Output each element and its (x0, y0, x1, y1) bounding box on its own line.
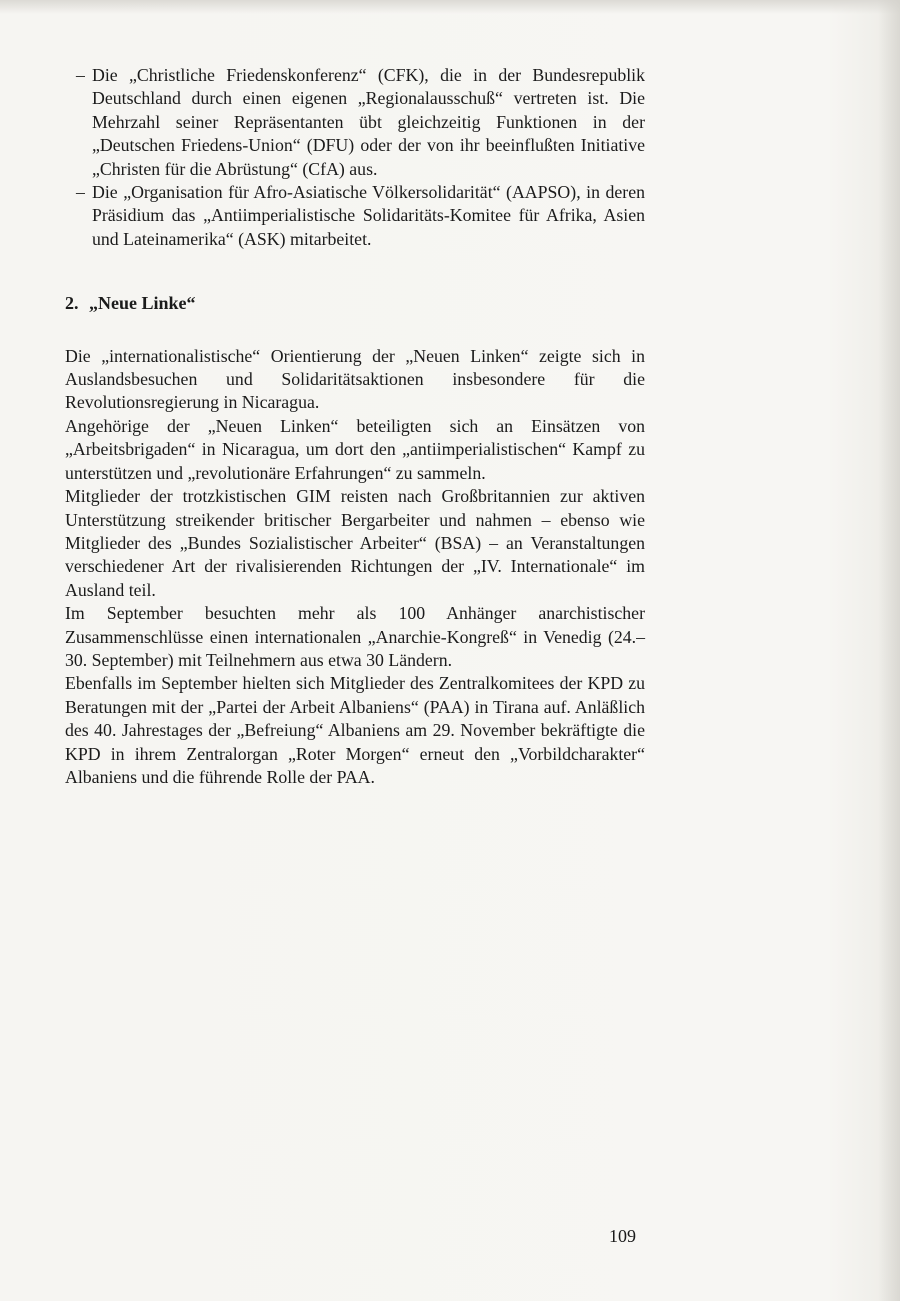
paragraph-gim: Mitglieder der trotzkistischen GIM reisten nach Großbritannien zur aktiven Unterstützung streikender britischer Bergarbeiter und nahmen – ebenso wie Mitglieder des „Bundes Sozialistischer Arbeiter“ (BSA) – an Veranstaltungen verschiedener Art der rivalisierenden Richtungen der „IV. Internationale“ im Ausland teil. (65, 486, 645, 600)
list-item-aapso: – Die „Organisation für Afro-Asiatische Völkersolidarität“ (AAPSO), in deren Präsidium das „Antiimperialistische Solidaritäts-Komitee für Afrika, Asien und Lateinamerika“ (ASK) mitarbeitet. (65, 181, 645, 251)
paragraph-anarchie-kongress: Im September besuchten mehr als 100 Anhänger anarchistischer Zusammenschlüsse einen internationalen „Anarchie-Kongreß“ in Venedig (24.–30. September) mit Teilnehmern aus etwa 30 Ländern. (65, 603, 645, 670)
paragraph-orientation: Die „internationalistische“ Orientierung der „Neuen Linken“ zeigte sich in Auslandsbesuchen und Solidaritätsaktionen insbesondere für die Revolutionsregierung in Nicaragua. (65, 345, 645, 413)
scan-shadow-top (0, 0, 900, 14)
section-title: „Neue Linke“ (89, 293, 196, 314)
section-heading (65, 292, 645, 315)
page-number: 109 (609, 1226, 636, 1246)
body-text (65, 64, 645, 789)
list-item-cfk: – Die „Christliche Friedenskonferenz“ (CFK), die in der Bundesrepublik Deutschland durch einen eigenen „Regionalausschuß“ vertreten ist. Die Mehrzahl seiner Repräsentanten übt gleichzeitig Funktionen in der „Deutschen Friedens-Union“ (DFU) oder der von ihr beeinflußten Initiative „Christen für die Abrüstung“ (CfA) aus. (65, 64, 645, 181)
organization-list (65, 64, 645, 251)
paragraph-arbeitsbrigaden: Angehörige der „Neuen Linken“ beteiligten sich an Einsätzen von „Arbeitsbrigaden“ in Nicaragua, um dort den „antiimperialistischen“ Kampf zu unterstützen und „revolutionäre Erfahrungen“ zu sammeln. (65, 415, 645, 483)
scan-shadow-right (878, 0, 900, 1301)
paragraph-kpd-albanien: Ebenfalls im September hielten sich Mitglieder des Zentralkomitees der KPD zu Beratungen mit der „Partei der Arbeit Albaniens“ (PAA) in Tirana auf. Anläßlich des 40. Jahrestages der „Befreiung“ Albaniens am 29. November bekräftigte die KPD in ihrem Zentralorgan „Roter Morgen“ erneut den „Vorbildcharakter“ Albaniens und die führende Rolle der PAA. (65, 673, 645, 787)
section-number: 2. (65, 293, 79, 314)
